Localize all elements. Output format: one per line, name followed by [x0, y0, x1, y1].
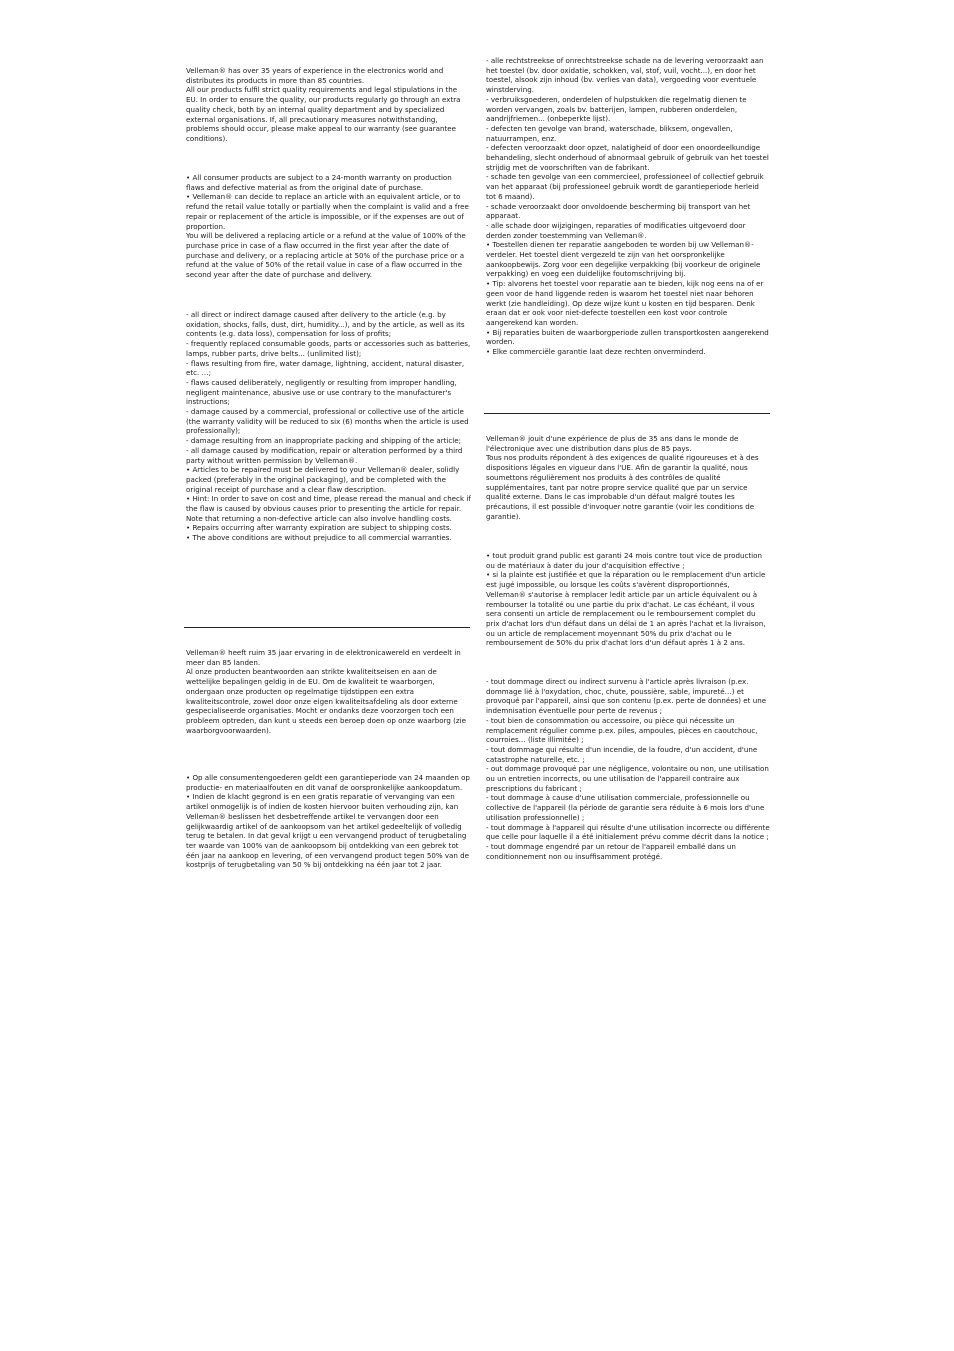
right-section-divider: [484, 413, 770, 414]
en-exclusion-item: - all damage caused by modification, repair or alteration performed by a third party without written permission by Velleman®.: [186, 445, 463, 465]
fr-intro-paragraph: Tous nos produits répondent à des exigences de qualité rigoureuses et à des dispositions légales en vigueur dans l'UE. Afin de garantir la qualité, nous soumettons régulièrement nos produits à des contrôles de qualité supplémentaires, tant par notre propre service qualité que par un service qualité externe. Dans le cas improbable d'un défaut malgré toutes les précautions, il est possible d'invoquer notre garantie (voir les conditions de garantie).: [486, 453, 759, 521]
en-intro-section: [186, 66, 471, 144]
en-exclusion-item: - flaws resulting from fire, water damage, lightning, accident, natural disaster, etc. …;: [186, 358, 465, 378]
en-exclusion-item: - flaws caused deliberately, negligently or resulting from improper handling, negligent maintenance, abusive use or use contrary to the manufacturer's instructions;: [186, 377, 457, 407]
fr-exclusions-section: [486, 677, 771, 861]
nl-warranty-section: [186, 773, 471, 870]
en-exclusion-item: - damage caused by a commercial, professional or collective use of the article (the warranty validity will be reduced to six (6) months when the article is used professionally);: [186, 407, 469, 436]
left-section-divider: [184, 627, 470, 628]
nl-exclusions-section: [486, 56, 771, 357]
en-exclusion-item: - all direct or indirect damage caused after delivery to the article (e.g. by oxidation, shocks, falls, dust, dirt, humidity...), and by the article, as well as its contents (e.g. data loss), compensation for loss of profits;: [186, 310, 465, 339]
nl-exclusion-item: - schade veroorzaakt door onvoldoende bescherming bij transport van het apparaat.: [486, 201, 751, 221]
en-exclusion-item: • Repairs occurring after warranty expiration are subject to shipping costs.: [186, 523, 452, 533]
en-exclusion-item: • Articles to be repaired must be delivered to your Velleman® dealer, solidly packed (preferably in the original packaging), and be completed with the original receipt of purchase and a clear flaw description.: [186, 465, 460, 494]
nl-exclusion-item: • Toestellen dienen ter reparatie aangeboden te worden bij uw Velleman®-verdeler. Het toestel dient vergezeld te zijn van het oorspronkelijke aankoopbewijs. Zorg voor een degelijke verpakking (bij voorkeur de originele verpakking) en voeg een duidelijke foutomschrijving bij.: [486, 240, 761, 279]
en-exclusion-item: • Hint: In order to save on cost and time, please reread the manual and check if the flaw is caused by obvious causes prior to presenting the article for repair. Note that returning a non-defective article can also involve handling costs.: [186, 494, 471, 523]
nl-warranty-paragraph: • Indien de klacht gegrond is en een gratis reparatie of vervanging van een artikel onmogelijk is of indien de kosten hiervoor buiten verhouding zijn, kan Velleman® beslissen het desbetreffende artikel te vervangen door een gelijkwaardig artikel of de aankoopsom van het artikel gedeeltelijk of volledig terug te betalen. In dat geval krijgt u een vervangend product of terugbetaling ter waarde van 100% van de aankoopsom bij ontdekking van een gebrek tot één jaar na aankoop en levering, of een vervangend product tegen 50% van de kostprijs of terugbetaling van 50 % bij ontdekking na één jaar tot 2 jaar.: [186, 792, 470, 870]
fr-exclusion-item: - tout bien de consommation ou accessoire, ou pièce qui nécessite un remplacement régulier comme p.ex. piles, ampoules, pièces en caoutchouc, courroies… (liste illimitée) ;: [486, 715, 758, 745]
nl-intro-paragraph: ondergaan onze producten op regelmatige tijdstippen een extra kwaliteitscontrole, zowel door onze eigen kwaliteitsafdeling als door externe gespecialiseerde organisaties. Mocht er ondanks deze voorzorgen toch een probleem optreden, dan kunt u steeds een beroep doen op onze waarborg (zie waarborgvoorwaarden).: [186, 686, 466, 735]
en-exclusion-item: - frequently replaced consumable goods, parts or accessories such as batteries, lamps, rubber parts, drive belts... (unlimited list);: [186, 339, 471, 358]
nl-warranty-paragraph: • Op alle consumentengoederen geldt een garantieperiode van 24 maanden op productie- en materiaalfouten en dit vanaf de oorspronkelijke aankoopdatum.: [186, 773, 470, 792]
nl-exclusion-item: - alle rechtstreekse of onrechtstreekse schade na de levering veroorzaakt aan het toestel (bv. door oxidatie, schokken, val, stof, vuil, vocht...), en door het toestel, alsook zijn inhoud (bv. verlies van data), vergoeding voor eventuele winstderving.: [486, 56, 764, 95]
en-warranty-paragraph: • All consumer products are subject to a 24-month warranty on production flaws and defective material as from the original date of purchase.: [186, 173, 452, 192]
fr-exclusion-item: - tout dommage direct ou indirect survenu à l'article après livraison (p.ex. dommage lié à l'oxydation, choc, chute, poussière, sable, impureté…) et provoqué par l'appareil, ainsi que son contenu (p.ex. perte de données) et une indemnisation éventuelle pour perte de revenus ;: [486, 677, 767, 716]
fr-exclusion-item: - out dommage provoqué par une négligence, volontaire ou non, une utilisation ou un entretien incorrects, ou une utilisation de l'appareil contraire aux prescriptions du fabricant ;: [486, 764, 769, 793]
fr-warranty-paragraph: • tout produit grand public est garanti 24 mois contre tout vice de production ou de matériaux à dater du jour d'acquisition effective ;: [486, 551, 762, 570]
nl-exclusion-item: - alle schade door wijzigingen, reparaties of modificaties uitgevoerd door derden zonder toestemming van Velleman®.: [486, 220, 746, 240]
nl-intro-section: [186, 648, 471, 735]
en-exclusion-item: - damage resulting from an inappropriate packing and shipping of the article;: [186, 436, 461, 446]
en-intro-paragraph: All our products fulfil strict quality requirements and legal stipulations in the EU. In order to ensure the quality, our products regularly go through an extra quality check, both by an internal quality department and by specialized external organisations. If, all precautionary measures notwithstanding, problems should occur, please make appeal to our warranty (see guarantee conditions).: [186, 85, 461, 143]
en-intro-paragraph: Velleman® has over 35 years of experience in the electronics world and distributes its products in more than 85 countries.: [186, 66, 444, 85]
nl-intro-paragraph: Velleman® heeft ruim 35 jaar ervaring in de elektronicawereld en verdeelt in meer dan 85 landen.: [186, 648, 461, 667]
fr-warranty-paragraph: • si la plainte est justifiée et que la réparation ou le remplacement d'un article est jugé impossible, ou lorsque les coûts s'avèrent disproportionnés, Velleman® s'autorise à remplacer ledit article par un article équivalent ou à rembourser la totalité ou une partie du prix d'achat. Le cas échéant, il vous sera consenti un article de remplacement ou le remboursement complet du prix d'achat lors d'un défaut dans un délai de 1 an après l'achat et la livraison, ou un article de remplacement moyennant 50% du prix d'achat ou le remboursement de 50% du prix d'achat lors d'un défaut après 1 à 2 ans.: [486, 570, 766, 648]
en-exclusion-item: • The above conditions are without prejudice to all commercial warranties.: [186, 533, 452, 543]
fr-exclusion-item: - tout dommage qui résulte d'un incendie, de la foudre, d'un accident, d'une catastrophe naturelle, etc. ;: [486, 744, 758, 764]
fr-exclusion-item: - tout dommage à cause d'une utilisation commerciale, professionnelle ou collective de l'appareil (la période de garantie sera réduite à 6 mois lors d'une utilisation professionnelle) ;: [486, 793, 765, 822]
fr-exclusion-item: - tout dommage engendré par un retour de l'appareil emballé dans un conditionnement non ou insuffisamment protégé.: [486, 841, 736, 861]
nl-intro-paragraph: Al onze producten beantwoorden aan strikte kwaliteitseisen en aan de wettelijke bepalingen geldig in de EU. Om de kwaliteit te waarborgen,: [186, 667, 437, 687]
nl-exclusion-item: - schade ten gevolge van een commercieel, professioneel of collectief gebruik van het apparaat (bij professioneel gebruik wordt de garantieperiode herleid tot 6 maand).: [486, 172, 764, 201]
en-exclusions-section: [186, 310, 471, 543]
fr-exclusion-item: - tout dommage à l'appareil qui résulte d'une utilisation incorrecte ou différente que celle pour laquelle il a été initialement prévu comme décrit dans la notice ;: [486, 822, 770, 842]
en-warranty-paragraph: You will be delivered a replacing article or a refund at the value of 100% of the purchase price in case of a flaw occurred in the first year after the date of purchase and delivery, or a replacing article at 50% of the purchase price or a refund at the value of 50% of the retail value in case of a flaw occurred in the second year after the date of purchase and delivery.: [186, 231, 466, 280]
nl-exclusion-item: - defecten ten gevolge van brand, waterschade, bliksem, ongevallen, natuurrampen, enz.: [486, 123, 733, 143]
nl-exclusion-item: - verbruiksgoederen, onderdelen of hulpstukken die regelmatig dienen te worden vervangen, zoals bv. batterijen, lampen, rubberen onderdelen, aandrijfriemen... (onbeperkte lijst).: [486, 94, 747, 124]
en-warranty-section: [186, 173, 471, 280]
fr-warranty-section: [486, 551, 771, 648]
nl-exclusion-item: • Tip: alvorens het toestel voor reparatie aan te bieden, kijk nog eens na of er geen voor de hand liggende reden is waarom het toestel niet naar behoren werkt (zie handleiding). Op deze wijze kunt u kosten en tijd besparen. Denk eraan dat er ook voor niet-defecte toestellen een kost voor controle aangerekend kan worden.: [486, 279, 764, 327]
nl-exclusion-item: • Elke commerciële garantie laat deze rechten onverminderd.: [486, 347, 706, 357]
fr-intro-paragraph: Velleman® jouit d'une expérience de plus de 35 ans dans le monde de l'électronique avec une distribution dans plus de 85 pays.: [486, 434, 739, 453]
nl-exclusion-item: • Bij reparaties buiten de waarborgperiode zullen transportkosten aangerekend worden.: [486, 327, 769, 347]
fr-intro-section: [486, 434, 771, 521]
nl-exclusion-item: - defecten veroorzaakt door opzet, nalatigheid of door een onoordeelkundige behandeling, slecht onderhoud of abnormaal gebruik of gebruik van het toestel strijdig met de voorschriften van de fabrikant.: [486, 143, 769, 172]
en-warranty-paragraph: • Velleman® can decide to replace an article with an equivalent article, or to refund the retail value totally or partially when the complaint is valid and a free repair or replacement of the article is impossible, or if the expenses are out of proportion.: [186, 192, 469, 231]
